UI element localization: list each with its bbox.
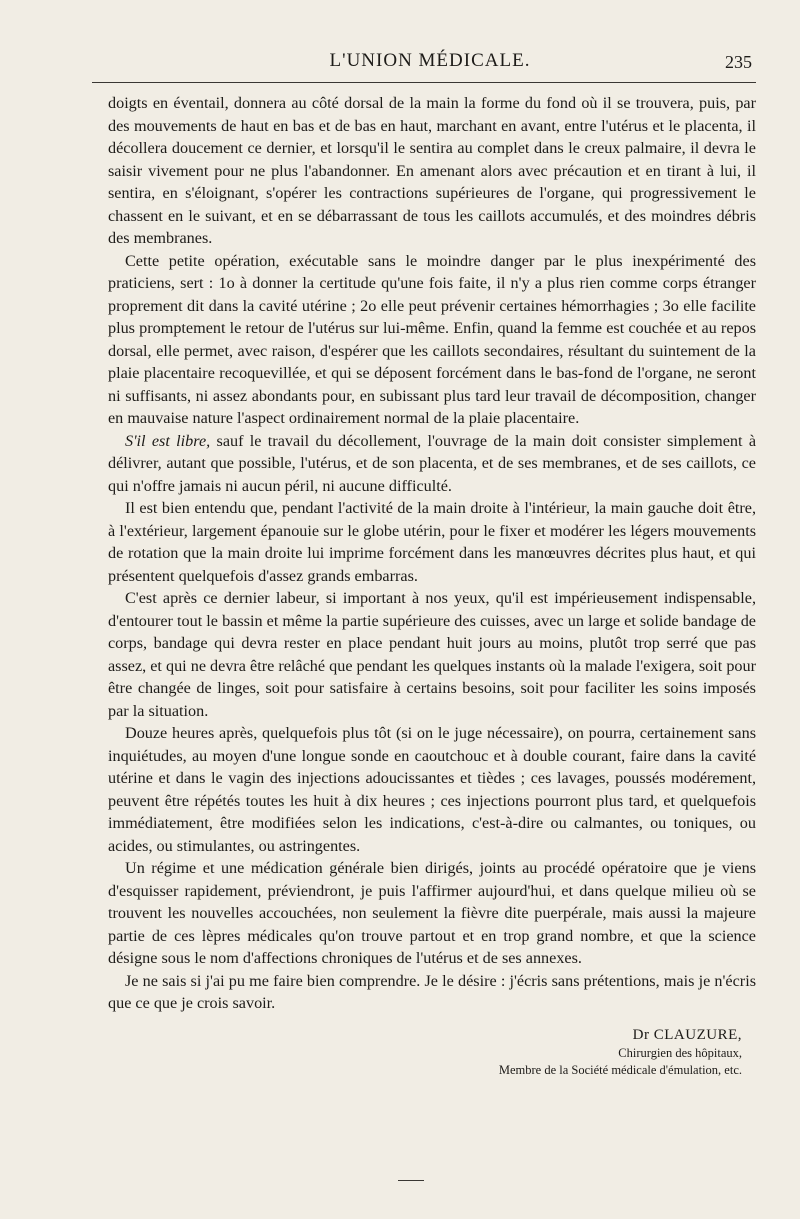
author-affiliation: Membre de la Société médicale d'émulation, etc. bbox=[498, 1062, 742, 1077]
paragraph-7: Un régime et une médication générale bien dirigés, joints au procédé opératoire que je viens d'esquisser rapidement, préviendront, je puis l'affirmer aujourd'hui, et dans quelque milieu où se trouvent les nouvelles accouchées, non seulement la fièvre dite puerpérale, mais aussi la majeure partie de ces lèpres médicales qu'on trouve partout et en trop grand nombre, et que la science désigne sous le nom d'affections chroniques de l'utérus et de ses annexes. bbox=[108, 859, 756, 967]
author-name: Dr CLAUZURE, bbox=[632, 1026, 742, 1043]
paragraph-5: C'est après ce dernier labeur, si important à nos yeux, qu'il est impérieusement indispensable, d'entourer tout le bassin et même la partie supérieure des cuisses, avec un large et solide bandage de corps, bandage qui devra rester en place pendant huit jours au moins, plutôt trop serré que pas assez, et qui ne devra être relâché que pendant les quelques instants où la malade l'exigera, soit pour être changée de linges, soit pour satisfaire à certains besoins, soit pour faciliter les soins imposés par la situation. bbox=[108, 589, 756, 720]
header-rule bbox=[92, 82, 756, 83]
paragraph-2: Cette petite opération, exécutable sans le moindre danger par le plus inexpérimenté des praticiens, sert : 1o à donner la certitude qu'une fois faite, il n'y a plus rien comme corps étranger proprement dit dans la cavité utérine ; 2o elle peut prévenir certaines hémorrhagies ; 3o elle facilite plus promptement le retour de l'utérus sur lui-même. Enfin, quand la femme est couchée et au repos dorsal, elle permet, avec raison, d'espérer que les caillots secondaires, résultant du suintement de la plaie placentaire recoquevillée, et qui se déposent forcément dans le bas-fond de l'organe, ne seront ni suffisants, ni assez abondants pour, en subissant plus tard leur travail de décomposition, changer en mauvaise nature l'aspect ordinairement normal de la plaie placentaire. bbox=[108, 251, 756, 427]
paragraph-3-text: sauf le travail du décollement, l'ouvrage de la main doit consister simplement à délivrer, autant que possible, l'utérus, et de son placenta, et de ses membranes, et de ses caillots, ce qui n'offre jamais ni aucun péril, ni aucune difficulté. bbox=[108, 431, 756, 495]
paragraph-6: Douze heures après, quelquefois plus tôt (si on le juge nécessaire), on pourra, certainement sans inquiétudes, au moyen d'une longue sonde en caoutchouc et à double courant, faire dans la cavité utérine et dans le vagin des injections adoucissantes et tièdes ; ces lavages, poussés modérement, peuvent être répétés toutes les huit à dix heures ; ces injections pourront plus tard, et quelquefois immédiatement, être modifiées selon les indications, c'est-à-dire ou calmantes, ou toniques, ou acides, ou stimulantes, ou astringentes. bbox=[108, 724, 756, 855]
author-title: Chirurgien des hôpitaux, bbox=[618, 1045, 742, 1060]
paragraph-4: Il est bien entendu que, pendant l'activité de la main droite à l'intérieur, la main gauche doit être, à l'extérieur, largement épanouie sur le globe utérin, pour le fixer et modérer les légers mouvements de rotation que la main droite lui imprime forcément dans les manœuvres décrites plus haut, et qui présentent quelquefois d'assez grands embarras. bbox=[108, 499, 756, 585]
paragraph-3 bbox=[108, 430, 756, 498]
article-body bbox=[108, 92, 756, 1079]
page-header bbox=[108, 50, 752, 78]
closing-rule bbox=[398, 1180, 424, 1181]
paragraph-3-italic: S'il est libre, bbox=[125, 431, 211, 450]
page-number: 235 bbox=[725, 52, 752, 72]
running-title: L'UNION MÉDICALE. bbox=[329, 50, 531, 71]
paragraph-8: Je ne sais si j'ai pu me faire bien comprendre. Je le désire : j'écris sans prétentions, mais je n'écris que ce que je crois savoir. bbox=[108, 971, 756, 1012]
signature-block bbox=[108, 1025, 756, 1079]
paragraph-1: doigts en éventail, donnera au côté dorsal de la main la forme du fond où il se trouvera, puis, par des mouvements de haut en bas et de bas en haut, marchant en avant, entre l'utérus et le placenta, il décollera doucement ce dernier, et lorsqu'il le sentira au complet dans le creux palmaire, il devra le saisir vivement pour ne plus l'abandonner. En amenant alors avec précaution et en tirant à lui, il sentira, en s'éloignant, s'opérer les contractions supérieures de l'organe, qui progressivement le chassent en le suivant, et en se débarrassant de tous les caillots accumulés, et des moindres débris des membranes. bbox=[108, 94, 756, 247]
